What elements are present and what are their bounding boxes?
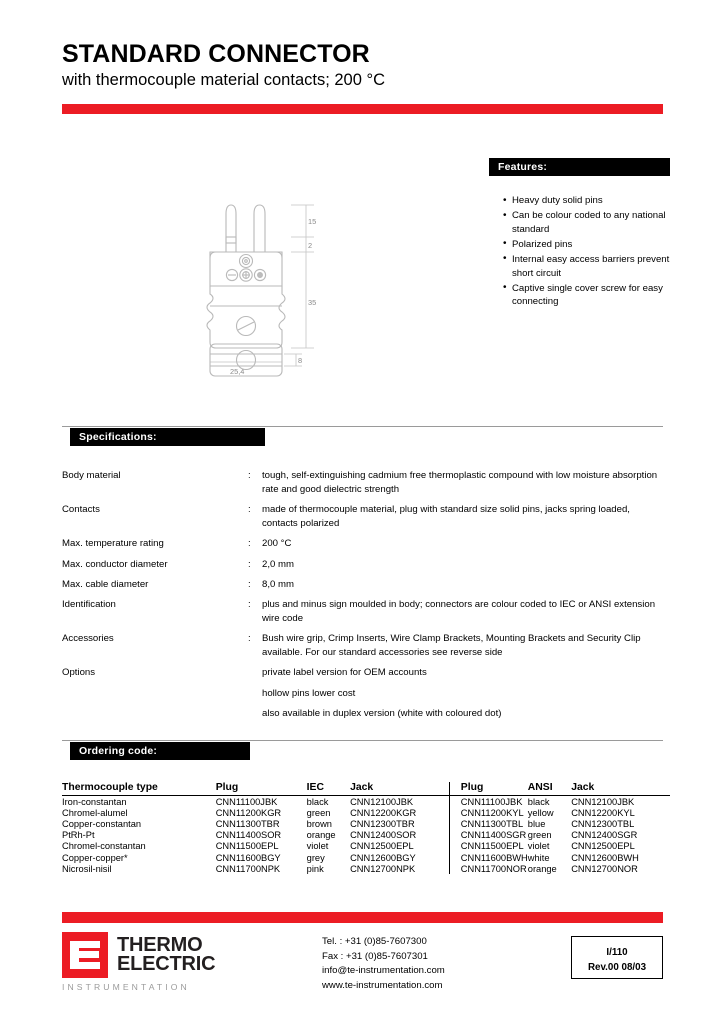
spec-value: Bush wire grip, Crimp Inserts, Wire Clamp Brackets, Mounting Brackets and Security Clip available. For our standard accessories see reverse side — [262, 633, 641, 659]
cell-iec-jack: CNN12600BGY — [350, 852, 416, 863]
cell-iec-colour: grey — [306, 852, 325, 863]
features-heading: Features: — [489, 158, 670, 176]
company-logo — [62, 932, 215, 992]
column-header-ansi-plug: Plug — [449, 782, 528, 796]
dimension-body-height: 35 — [308, 298, 317, 307]
spec-label: Max. temperature rating — [62, 538, 164, 550]
cell-type: Chromel-constantan — [62, 841, 146, 852]
table-row — [62, 830, 670, 841]
table-row — [62, 818, 670, 829]
page-header — [62, 40, 663, 91]
cell-ansi-jack: CNN12200KYL — [571, 807, 635, 818]
cell-iec-plug: CNN11700NPK — [215, 863, 281, 874]
column-header-type: Thermocouple type — [62, 782, 216, 796]
contact-email[interactable]: info@te-instrumentation.com — [322, 965, 445, 977]
cell-ansi-jack: CNN12700NOR — [571, 863, 638, 874]
cell-ansi-plug: CNN11400SGR — [449, 830, 528, 841]
spec-colon: : — [248, 538, 251, 550]
spec-row — [62, 537, 670, 551]
features-panel — [489, 158, 670, 310]
cell-ansi-colour: yellow — [527, 807, 554, 818]
cell-iec-jack: CNN12300TBR — [350, 818, 415, 829]
cell-ansi-colour: violet — [527, 841, 550, 852]
cell-ansi-jack: CNN12500EPL — [571, 841, 635, 852]
spec-label: Options — [62, 667, 96, 679]
table-row — [62, 841, 670, 852]
cell-ansi-jack: CNN12100JBK — [571, 796, 635, 807]
page-title: STANDARD CONNECTOR — [62, 40, 370, 68]
cell-iec-plug: CNN11300TBR — [215, 818, 280, 829]
cell-iec-colour: black — [306, 796, 329, 807]
cell-iec-jack: CNN12500EPL — [350, 841, 414, 852]
section-rule — [62, 740, 663, 741]
spec-row — [62, 503, 670, 531]
spec-colon: : — [248, 504, 251, 516]
spec-value: 200 °C — [262, 538, 292, 550]
cell-ansi-colour: blue — [527, 818, 546, 829]
column-header-ansi-colour: ANSI — [528, 782, 571, 796]
spec-row — [62, 666, 670, 680]
spec-value: tough, self-extinguishing cadmium free thermoplastic compound with low moisture absorption rate and good dielectric strength — [262, 470, 658, 495]
cell-iec-plug: CNN11500EPL — [215, 841, 279, 852]
logo-line-2: ELECTRIC — [117, 953, 216, 975]
table-row — [62, 807, 670, 818]
contact-tel: Tel. : +31 (0)85-7607300 — [322, 936, 427, 947]
cell-type: Copper-copper* — [62, 852, 128, 863]
spec-label: Max. cable diameter — [62, 578, 149, 590]
cell-iec-colour: orange — [306, 830, 336, 841]
spec-row — [62, 469, 670, 497]
spec-row — [62, 558, 670, 572]
cell-iec-plug: CNN11100JBK — [215, 796, 278, 807]
cell-iec-colour: brown — [306, 818, 332, 829]
cell-ansi-plug: CNN11200KYL — [449, 807, 528, 818]
spec-row — [62, 598, 670, 626]
column-header-iec-plug: Plug — [216, 782, 307, 796]
spec-colon: : — [248, 578, 251, 590]
cell-ansi-plug: CNN11600BWH — [449, 852, 528, 863]
spec-row — [62, 687, 670, 701]
spec-row — [62, 707, 670, 721]
table-header-row — [62, 782, 670, 796]
spec-row — [62, 578, 670, 592]
section-rule — [62, 426, 663, 427]
spec-label: Accessories — [62, 633, 114, 645]
cell-type: Copper-constantan — [62, 818, 142, 829]
features-list — [489, 194, 670, 309]
ordering-heading: Ordering code: — [70, 742, 250, 760]
dimension-pin-step: 2 — [308, 241, 313, 250]
specifications-heading: Specifications: — [70, 428, 265, 446]
specifications-section-header — [62, 426, 663, 444]
spec-colon: : — [248, 633, 251, 645]
spec-value: hollow pins lower cost — [262, 687, 356, 699]
list-item: • Polarized pins — [503, 238, 670, 252]
logo-line-1: THERMO — [117, 933, 203, 956]
spec-colon: : — [248, 470, 251, 481]
table-row — [62, 796, 670, 808]
page-subtitle: with thermocouple material contacts; 200 °C — [62, 71, 385, 89]
cell-iec-colour: green — [306, 807, 331, 818]
cell-ansi-plug: CNN11700NOR — [449, 863, 528, 874]
header-accent-bar — [62, 104, 663, 114]
cell-iec-colour: violet — [306, 841, 329, 852]
revision-box — [571, 936, 663, 979]
spec-value: made of thermocouple material, plug with standard size solid pins, jacks spring loaded, contacts polarized — [262, 504, 630, 529]
spec-row — [62, 632, 670, 660]
column-header-iec-jack: Jack — [350, 782, 449, 796]
spec-value: 8,0 mm — [262, 578, 294, 590]
spec-colon: : — [248, 599, 251, 611]
cell-iec-plug: CNN11200KGR — [215, 807, 282, 818]
cell-type: Chromel-alumel — [62, 807, 128, 818]
cell-iec-colour: pink — [306, 863, 324, 874]
ordering-code-table — [62, 782, 670, 874]
spec-value: private label version for OEM accounts — [262, 667, 427, 679]
contact-website[interactable]: www.te-instrumentation.com — [322, 979, 443, 991]
connector-bottom-view-drawing — [196, 332, 336, 392]
cell-ansi-plug: CNN11300TBL — [449, 818, 528, 829]
cell-iec-jack: CNN12400SOR — [350, 830, 417, 841]
cell-ansi-colour: black — [527, 796, 550, 807]
cell-ansi-colour: green — [527, 830, 552, 841]
cell-iec-jack: CNN12100JBK — [350, 796, 414, 807]
spec-label: Body material — [62, 470, 121, 481]
cell-type: PtRh-Pt — [62, 830, 95, 841]
list-item: • Captive single cover screw for easy connecting — [503, 282, 670, 309]
spec-value: 2,0 mm — [262, 558, 294, 570]
contact-fax: Fax : +31 (0)85-7607301 — [322, 950, 428, 962]
spec-colon: : — [248, 558, 251, 570]
column-header-iec-colour: IEC — [307, 782, 350, 796]
spec-value: also available in duplex version (white with coloured dot) — [262, 708, 502, 720]
cell-ansi-colour: white — [527, 852, 550, 863]
cell-iec-jack: CNN12200KGR — [350, 807, 417, 818]
specifications-list — [62, 469, 670, 727]
document-number: I/110 — [606, 947, 628, 958]
contact-details — [322, 935, 445, 993]
cell-iec-jack: CNN12700NPK — [350, 863, 416, 874]
cell-ansi-plug: CNN11100JBK — [449, 796, 528, 808]
cell-ansi-jack: CNN12600BWH — [571, 852, 639, 863]
dimension-pin-length: 15 — [308, 217, 317, 226]
cell-ansi-plug: CNN11500EPL — [449, 841, 528, 852]
footer-accent-bar — [62, 912, 663, 923]
table-row — [62, 863, 670, 874]
list-item: • Can be colour coded to any national standard — [503, 209, 670, 236]
logo-tagline: INSTRUMENTATION — [62, 982, 190, 992]
ordering-section-header — [62, 740, 663, 758]
spec-label: Contacts — [62, 504, 100, 516]
cell-iec-plug: CNN11400SOR — [215, 830, 282, 841]
cell-ansi-colour: orange — [527, 863, 557, 874]
te-monogram-icon — [62, 932, 108, 978]
cell-iec-plug: CNN11600BGY — [215, 852, 281, 863]
spec-value: plus and minus sign moulded in body; connectors are colour coded to IEC or ANSI extension wire code — [262, 599, 656, 624]
table-row — [62, 852, 670, 863]
cell-ansi-jack: CNN12300TBL — [571, 818, 635, 829]
list-item: • Internal easy access barriers prevent short circuit — [503, 253, 670, 280]
cell-type: Nicrosil-nisil — [62, 863, 112, 874]
dimension-body-width: 25,4 — [230, 367, 245, 376]
cell-type: Iron-constantan — [62, 796, 127, 807]
column-header-ansi-jack: Jack — [571, 782, 670, 796]
spec-label: Identification — [62, 599, 116, 611]
revision-number: Rev.00 08/03 — [587, 961, 647, 973]
dimension-cable-entry: 8 — [298, 356, 303, 365]
cell-ansi-jack: CNN12400SGR — [571, 830, 638, 841]
list-item: • Heavy duty solid pins — [503, 194, 670, 208]
spec-label: Max. conductor diameter — [62, 558, 168, 570]
